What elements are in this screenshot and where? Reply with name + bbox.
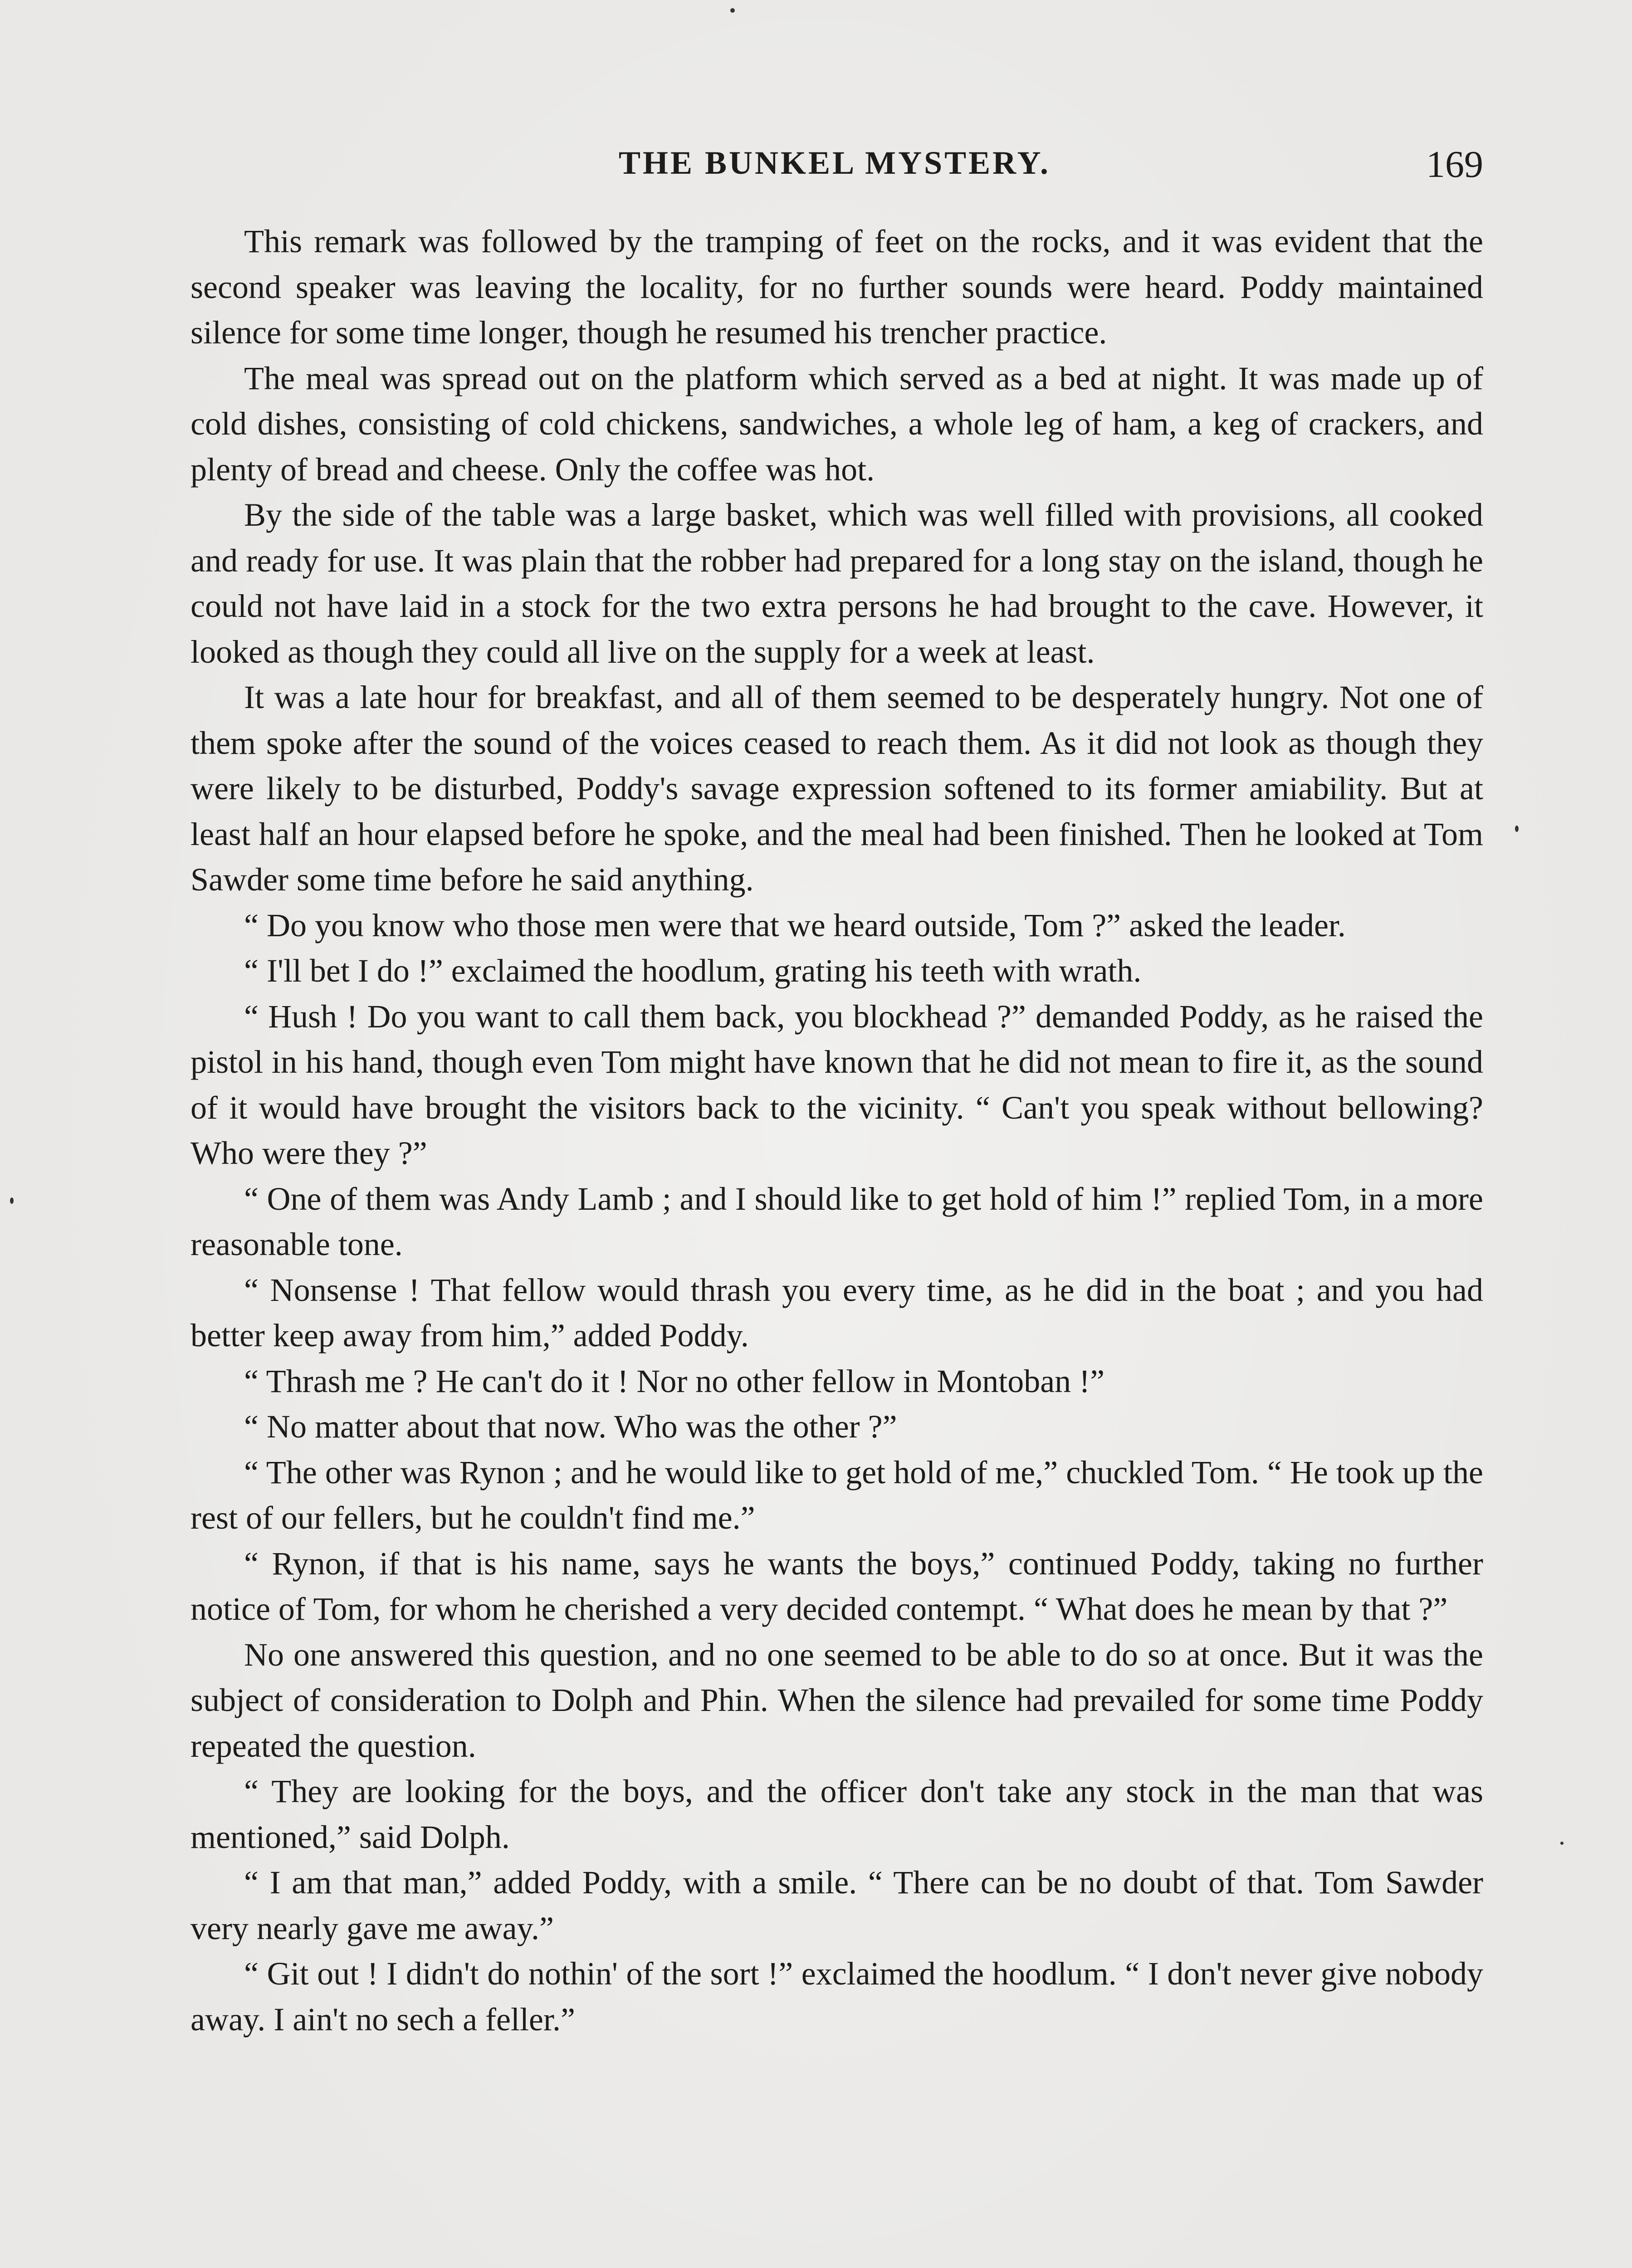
- paragraph: “ They are looking for the boys, and the officer don't take any stock in the man that was mentioned,” said Dolph.: [191, 1773, 1483, 1855]
- paper-speck: [1560, 1842, 1564, 1845]
- paragraph: “ I'll bet I do !” exclaimed the hoodlum, grating his teeth with wrath.: [244, 953, 1142, 989]
- running-title: THE BUNKEL MYSTERY.: [618, 145, 1051, 181]
- paragraph: This remark was followed by the tramping of feet on the rocks, and it was evident that the second speaker was leaving the locality, for no further sounds were heard. Poddy maintained silence for some time longer, though he resumed his trencher practice.: [191, 223, 1483, 351]
- paragraph: “ Git out ! I didn't do nothin' of the sort !” exclaimed the hoodlum. “ I don't never give nobody away. I ain't no sech a feller.”: [191, 1955, 1483, 2038]
- paragraph: “ Rynon, if that is his name, says he wants the boys,” continued Poddy, taking no further notice of Tom, for whom he cherished a very decided contempt. “ What does he mean by that ?”: [191, 1545, 1483, 1627]
- page-number: 169: [1426, 143, 1483, 186]
- paragraph: By the side of the table was a large basket, which was well filled with provisions, all cooked and ready for use. It was plain that the robber had prepared for a long stay on the island, though he could not have laid in a stock for the two extra persons he had brought to the cave. However, it looked as though they could all live on the supply for a week at least.: [191, 497, 1483, 670]
- paragraph: “ Hush ! Do you want to call them back, you blockhead ?” demanded Poddy, as he raised the pistol in his hand, though even Tom might have known that he did not mean to fire it, as the sound of it would have brought the visitors back to the vicinity. “ Can't you speak without bellowing? Who were they ?”: [191, 998, 1483, 1171]
- paper-speck: [10, 1198, 14, 1204]
- paper-speck: [1515, 826, 1519, 832]
- paragraph: “ Nonsense ! That fellow would thrash you every time, as he did in the boat ; and you had better keep away from him,” added Poddy.: [191, 1271, 1483, 1354]
- paragraph: “ No matter about that now. Who was the other ?”: [244, 1408, 897, 1445]
- body-text: [191, 219, 1483, 2042]
- paragraph: No one answered this question, and no one seemed to be able to do so at once. But it was the subject of consideration to Dolph and Phin. When the silence had prevailed for some time Poddy repeated the question.: [191, 1636, 1483, 1764]
- paper-speck: [730, 8, 735, 13]
- paragraph: It was a late hour for breakfast, and all of them seemed to be desperately hungry. Not one of them spoke after the sound of the voices ceased to reach them. As it did not look as though they were likely to be disturbed, Poddy's savage expression softened to its former amiability. But at least half an hour elapsed before he spoke, and the meal had been finished. Then he looked at Tom Sawder some time before he said anything.: [191, 679, 1483, 898]
- running-head: [191, 143, 1483, 194]
- paragraph: “ One of them was Andy Lamb ; and I should like to get hold of him !” replied Tom, in a more reasonable tone.: [191, 1180, 1483, 1262]
- paragraph: The meal was spread out on the platform which served as a bed at night. It was made up of cold dishes, consisting of cold chickens, sandwiches, a whole leg of ham, a keg of crackers, and plenty of bread and cheese. Only the coffee was hot.: [191, 360, 1483, 488]
- paragraph: “ Do you know who those men were that we heard outside, Tom ?” asked the leader.: [244, 907, 1346, 943]
- paragraph: “ The other was Rynon ; and he would like to get hold of me,” chuckled Tom. “ He took up the rest of our fellers, but he couldn't find me.”: [191, 1454, 1483, 1536]
- paragraph: “ Thrash me ? He can't do it ! Nor no other fellow in Montoban !”: [244, 1363, 1105, 1399]
- paragraph: “ I am that man,” added Poddy, with a smile. “ There can be no doubt of that. Tom Sawder very nearly gave me away.”: [191, 1864, 1483, 1946]
